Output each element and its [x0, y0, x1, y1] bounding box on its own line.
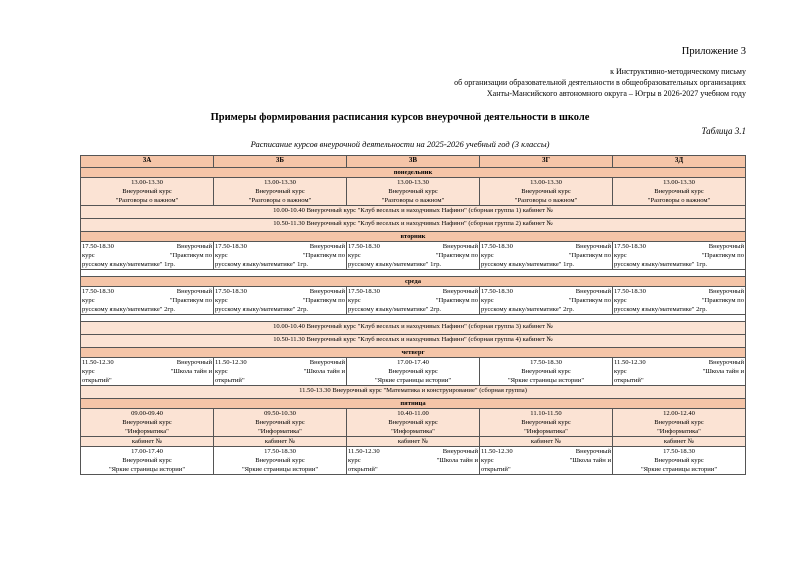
subheader-line: к Инструктивно-методическому письму — [610, 67, 746, 76]
table-row — [81, 270, 746, 277]
table-cell: 09.50-10.30 Внеурочный курс "Информатика" — [214, 409, 347, 437]
column-header: 3Г — [480, 156, 613, 168]
table-cell: 13.00-13.30 Внеурочный курс "Разговоры о важном" — [613, 178, 746, 206]
table-cell: 11.50-12.30 Внеурочный курс "Школа тайн и открытий" — [348, 448, 478, 473]
table-cell: 11.50-12.30 Внеурочный курс "Школа тайн и открытий" — [82, 359, 212, 384]
table-cell: 13.00-13.30 Внеурочный курс "Разговоры о важном" — [81, 178, 214, 206]
table-row — [81, 315, 746, 322]
table-cell: 11.50-12.30 Внеурочный курс "Школа тайн и открытий" — [614, 359, 744, 384]
day-label: понедельник — [81, 168, 746, 178]
table-cell: 09.00-09.40 Внеурочный курс "Информатика" — [81, 409, 214, 437]
day-row-tuesday — [81, 232, 746, 242]
day-row-friday — [81, 399, 746, 409]
spacer-cell — [81, 270, 746, 277]
column-header: 3Б — [214, 156, 347, 168]
subheader — [454, 66, 746, 99]
table-cell: 17.00-17.40 Внеурочный курс "Яркие страницы истории" — [347, 358, 480, 386]
day-row-monday — [81, 168, 746, 178]
table-row — [81, 386, 746, 399]
table-cell: 10.00-10.40 Внеурочный курс "Клуб веселых и находчивых Нафинн" (сборная группа 1) кабинет № — [81, 206, 746, 219]
table-cell: 10.40-11.00 Внеурочный курс "Информатика" — [347, 409, 480, 437]
table-row — [81, 447, 746, 475]
table-cell: 17.50-18.30 Внеурочный курс "Практикум по русскому языку/математике" 1гр. — [614, 243, 744, 268]
table-cell: 17.50-18.30 Внеурочный курс "Практикум по русскому языку/математике" 2гр. — [82, 288, 212, 313]
table-row — [81, 322, 746, 335]
table-cell: 13.00-13.30 Внеурочный курс "Разговоры о важном" — [347, 178, 480, 206]
table-cell: кабинет № — [613, 437, 746, 447]
table-cell: 17.00-17.40 Внеурочный курс "Яркие страницы истории" — [81, 447, 214, 475]
table-cell: 11.50-12.30 Внеурочный курс "Школа тайн и открытий" — [481, 448, 611, 473]
subheader-line: Ханты-Мансийского автономного округа – Югры в 2026-2027 учебном году — [486, 89, 746, 98]
table-cell: 11.10-11.50 Внеурочный курс "Информатика" — [480, 409, 613, 437]
table-cell: 17.50-18.30 Внеурочный курс "Яркие страницы истории" — [480, 358, 613, 386]
day-label: среда — [81, 277, 746, 287]
day-label: пятница — [81, 399, 746, 409]
day-row-thursday — [81, 348, 746, 358]
table-cell: 13.00-13.30 Внеурочный курс "Разговоры о важном" — [214, 178, 347, 206]
table-row — [81, 242, 746, 270]
table-row — [81, 409, 746, 437]
table-cell: 10.50-11.30 Внеурочный курс "Клуб веселых и находчивых Нафинн" (сборная группа 2) кабинет № — [81, 219, 746, 232]
column-header: 3В — [347, 156, 480, 168]
appendix-label: Приложение 3 — [681, 46, 746, 57]
table-cell: 11.50-12.30 Внеурочный курс "Школа тайн и открытий" — [215, 359, 345, 384]
table-caption: Расписание курсов внеурочной деятельности на 2025-2026 учебный год (3 классы) — [250, 139, 550, 149]
header-row — [81, 156, 746, 168]
table-cell: 17.50-18.30 Внеурочный курс "Практикум по русскому языку/математике" 2гр. — [481, 288, 611, 313]
subheader-line: об организации образовательной деятельности в общеобразовательных организациях — [454, 78, 746, 87]
day-label: четверг — [81, 348, 746, 358]
table-cell: 13.00-13.30 Внеурочный курс "Разговоры о важном" — [480, 178, 613, 206]
table-cell: кабинет № — [347, 437, 480, 447]
table-row — [81, 358, 746, 386]
schedule-table — [80, 155, 746, 475]
table-cell: кабинет № — [81, 437, 214, 447]
table-cell: 17.50-18.30 Внеурочный курс "Практикум по русскому языку/математике" 1гр. — [215, 243, 345, 268]
table-cell: 17.50-18.30 Внеурочный курс "Яркие страницы истории" — [613, 447, 746, 475]
column-header: 3А — [81, 156, 214, 168]
table-row — [81, 335, 746, 348]
table-cell: 17.50-18.30 Внеурочный курс "Практикум по русскому языку/математике" 1гр. — [82, 243, 212, 268]
column-header: 3Д — [613, 156, 746, 168]
table-cell: 17.50-18.30 Внеурочный курс "Яркие страницы истории" — [214, 447, 347, 475]
table-row — [81, 287, 746, 315]
table-cell: 17.50-18.30 Внеурочный курс "Практикум по русскому языку/математике" 2гр. — [215, 288, 345, 313]
table-cell: кабинет № — [480, 437, 613, 447]
table-cell: 17.50-18.30 Внеурочный курс "Практикум по русскому языку/математике" 1гр. — [348, 243, 478, 268]
table-row — [81, 219, 746, 232]
document-title: Примеры формирования расписания курсов внеурочной деятельности в школе — [210, 112, 590, 123]
day-label: вторник — [81, 232, 746, 242]
table-cell: 10.50-11.30 Внеурочный курс "Клуб веселых и находчивых Нафинн" (сборная группа 4) кабинет № — [81, 335, 746, 348]
table-cell: 17.50-18.30 Внеурочный курс "Практикум по русскому языку/математике" 2гр. — [348, 288, 478, 313]
table-cell: 12.00-12.40 Внеурочный курс "Информатика" — [613, 409, 746, 437]
spacer-cell — [81, 315, 746, 322]
day-row-wednesday — [81, 277, 746, 287]
table-row — [81, 437, 746, 447]
table-cell: 11.50-13.30 Внеурочный курс "Математика и конструирование" (сборная группа) — [81, 386, 746, 399]
table-cell: кабинет № — [214, 437, 347, 447]
table-label: Таблица 3.1 — [701, 126, 746, 136]
table-row — [81, 206, 746, 219]
table-row — [81, 178, 746, 206]
table-cell: 17.50-18.30 Внеурочный курс "Практикум по русскому языку/математике" 2гр. — [614, 288, 744, 313]
table-cell: 17.50-18.30 Внеурочный курс "Практикум по русскому языку/математике" 1гр. — [481, 243, 611, 268]
table-cell: 10.00-10.40 Внеурочный курс "Клуб веселых и находчивых Нафинн" (сборная группа 3) кабинет № — [81, 322, 746, 335]
